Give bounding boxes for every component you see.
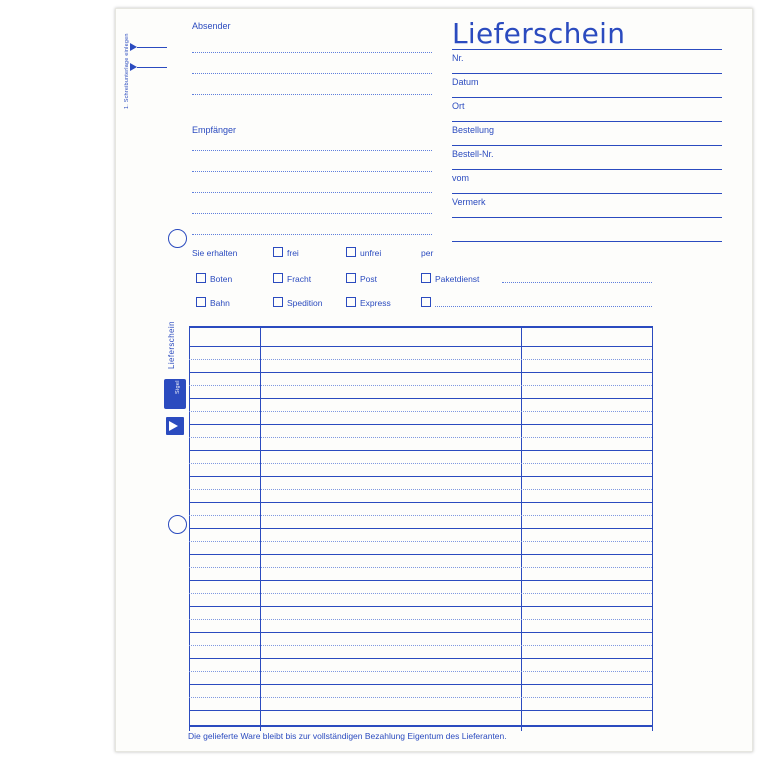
- checkbox-bahn[interactable]: [196, 297, 206, 307]
- brand-badge: [164, 379, 186, 409]
- recipient-line-5[interactable]: [192, 234, 432, 235]
- table-row[interactable]: [189, 398, 652, 399]
- table-row[interactable]: [189, 515, 652, 516]
- field-line-nr[interactable]: [452, 73, 722, 74]
- field-label-datum: Datum: [452, 77, 479, 87]
- field-line-bestellung[interactable]: [452, 145, 722, 146]
- checkbox-label-frei: frei: [287, 248, 299, 258]
- field-line-datum[interactable]: [452, 97, 722, 98]
- checkbox-express[interactable]: [346, 297, 356, 307]
- table-row[interactable]: [189, 658, 652, 659]
- fold-arrow-icon-top: [130, 43, 137, 51]
- table-row[interactable]: [189, 593, 652, 594]
- checkbox-fracht[interactable]: [273, 273, 283, 283]
- checkbox-label-fracht: Fracht: [287, 274, 312, 284]
- table-row[interactable]: [189, 632, 652, 633]
- field-label-ort: Ort: [452, 101, 465, 111]
- delivery-note-form: [115, 8, 753, 752]
- sender-line-1[interactable]: [192, 52, 432, 53]
- paketdienst-fill-line[interactable]: [502, 282, 652, 283]
- table-row[interactable]: [189, 619, 652, 620]
- sender-label: Absender: [192, 21, 231, 31]
- per-label: per: [421, 248, 434, 258]
- recipient-line-3[interactable]: [192, 192, 432, 193]
- spine-label: Lieferschein: [167, 321, 176, 369]
- table-row[interactable]: [189, 437, 652, 438]
- field-label-bestell-nr: Bestell-Nr.: [452, 149, 494, 159]
- field-label-vom: vom: [452, 173, 470, 183]
- table-row[interactable]: [189, 567, 652, 568]
- table-row[interactable]: [189, 424, 652, 425]
- table-row[interactable]: [189, 671, 652, 672]
- field-line-bestell-nr[interactable]: [452, 169, 722, 170]
- table-row[interactable]: [189, 528, 652, 529]
- brand-logo-icon: [166, 417, 184, 435]
- fold-line-top: [137, 47, 167, 48]
- checkbox-post[interactable]: [346, 273, 356, 283]
- field-label-bestellung: Bestellung: [452, 125, 495, 135]
- checkbox-unfrei[interactable]: [346, 247, 356, 257]
- checkbox-label-boten: Boten: [210, 274, 233, 284]
- recipient-line-2[interactable]: [192, 171, 432, 172]
- checkbox-frei[interactable]: [273, 247, 283, 257]
- field-label-vermerk: Vermerk: [452, 197, 486, 207]
- checkbox-other[interactable]: [421, 297, 431, 307]
- sender-line-2[interactable]: [192, 73, 432, 74]
- table-row[interactable]: [189, 411, 652, 412]
- table-row[interactable]: [189, 606, 652, 607]
- checkbox-label-post: Post: [360, 274, 378, 284]
- field-line-ort[interactable]: [452, 121, 722, 122]
- field-label-nr: Nr.: [452, 53, 464, 63]
- recipient-line-1[interactable]: [192, 150, 432, 151]
- table-row[interactable]: [189, 359, 652, 360]
- title-underline: [452, 49, 722, 50]
- punch-hole-bottom: [168, 515, 187, 534]
- checkbox-label-bahn: Bahn: [210, 298, 230, 308]
- fold-line-bottom: [137, 67, 167, 68]
- fold-instruction-label: 1. Schreibunterlage einlegen: [124, 33, 130, 109]
- fold-arrow-icon-bottom: [130, 63, 137, 71]
- other-fill-line[interactable]: [435, 306, 652, 307]
- footer-ownership-note: Die gelieferte Ware bleibt bis zur vollständigen Bezahlung Eigentum des Lieferanten.: [188, 731, 507, 741]
- table-row[interactable]: [189, 580, 652, 581]
- checkbox-paketdienst[interactable]: [421, 273, 431, 283]
- brand-logo-triangle: [169, 421, 178, 431]
- table-top-border: [189, 326, 652, 328]
- table-row[interactable]: [189, 541, 652, 542]
- table-row[interactable]: [189, 346, 652, 347]
- field-line-vom[interactable]: [452, 193, 722, 194]
- table-border-right: [652, 326, 653, 731]
- checkbox-label-spedition: Spedition: [287, 298, 323, 308]
- table-row[interactable]: [189, 697, 652, 698]
- table-row[interactable]: [189, 645, 652, 646]
- table-row[interactable]: [189, 385, 652, 386]
- checkbox-label-express: Express: [360, 298, 391, 308]
- table-bottom-border: [189, 725, 652, 727]
- table-row[interactable]: [189, 554, 652, 555]
- table-row[interactable]: [189, 450, 652, 451]
- table-row[interactable]: [189, 502, 652, 503]
- table-row[interactable]: [189, 476, 652, 477]
- recipient-label: Empfänger: [192, 125, 237, 135]
- field-line-vermerk[interactable]: [452, 217, 722, 218]
- brand-name-label: Sigel: [175, 380, 181, 394]
- checkbox-spedition[interactable]: [273, 297, 283, 307]
- table-row[interactable]: [189, 463, 652, 464]
- table-row[interactable]: [189, 489, 652, 490]
- table-row[interactable]: [189, 684, 652, 685]
- table-row[interactable]: [189, 710, 652, 711]
- delivery-heading: Sie erhalten: [192, 248, 238, 258]
- checkbox-label-unfrei: unfrei: [360, 248, 382, 258]
- table-row[interactable]: [189, 372, 652, 373]
- field-line-vermerk-2[interactable]: [452, 241, 722, 242]
- punch-hole-top: [168, 229, 187, 248]
- checkbox-label-paketdienst: Paketdienst: [435, 274, 480, 284]
- checkbox-boten[interactable]: [196, 273, 206, 283]
- page-title: Lieferschein: [452, 17, 626, 50]
- recipient-line-4[interactable]: [192, 213, 432, 214]
- sender-line-3[interactable]: [192, 94, 432, 95]
